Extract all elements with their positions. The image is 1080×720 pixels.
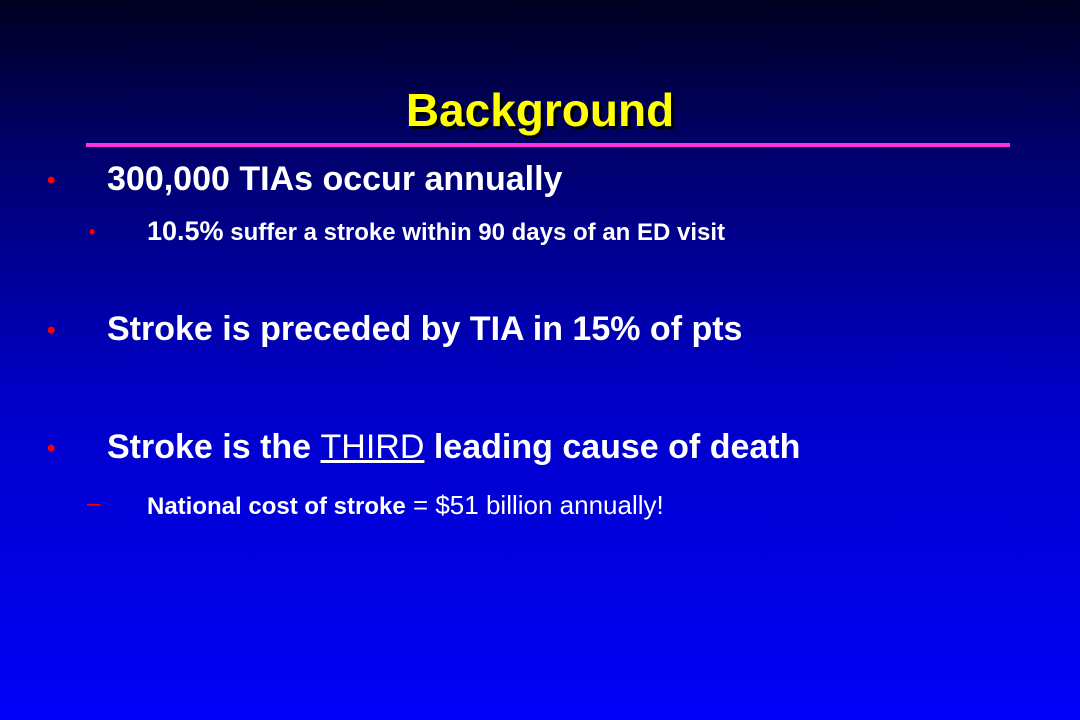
sub-bullet-text — [147, 490, 664, 521]
bullet-dot-icon: • — [47, 435, 56, 462]
cost-value: = $51 billion annually! — [405, 490, 664, 520]
text-segment: Stroke is the — [107, 428, 321, 466]
sub-bullet-stroke-risk — [0, 216, 1080, 250]
sub-bullet-text — [147, 216, 725, 247]
title-divider — [86, 143, 1010, 147]
slide-title: Background — [405, 84, 675, 136]
bullet-leading-cause — [0, 428, 1080, 472]
emphasis-third: THIRD — [320, 428, 425, 466]
bullet-text: 300,000 TIAs occur annually — [107, 160, 563, 198]
bullet-text: Stroke is preceded by TIA in 15% of pts — [107, 310, 743, 348]
bullet-dot-icon: • — [89, 222, 96, 242]
bullet-dot-icon: • — [47, 317, 56, 344]
stat-value: 10.5% — [147, 216, 224, 246]
bullet-preceded — [0, 310, 1080, 354]
bullet-dot-icon: • — [47, 167, 56, 194]
dash-icon: – — [87, 490, 101, 517]
bullet-text — [107, 428, 800, 467]
sub-bullet-cost — [0, 490, 1080, 526]
cost-label: National cost of stroke — [147, 493, 406, 520]
stat-description: suffer a stroke within 90 days of an ED visit — [223, 219, 726, 246]
bullet-tias — [0, 160, 1080, 204]
text-segment: leading cause of death — [424, 428, 801, 466]
